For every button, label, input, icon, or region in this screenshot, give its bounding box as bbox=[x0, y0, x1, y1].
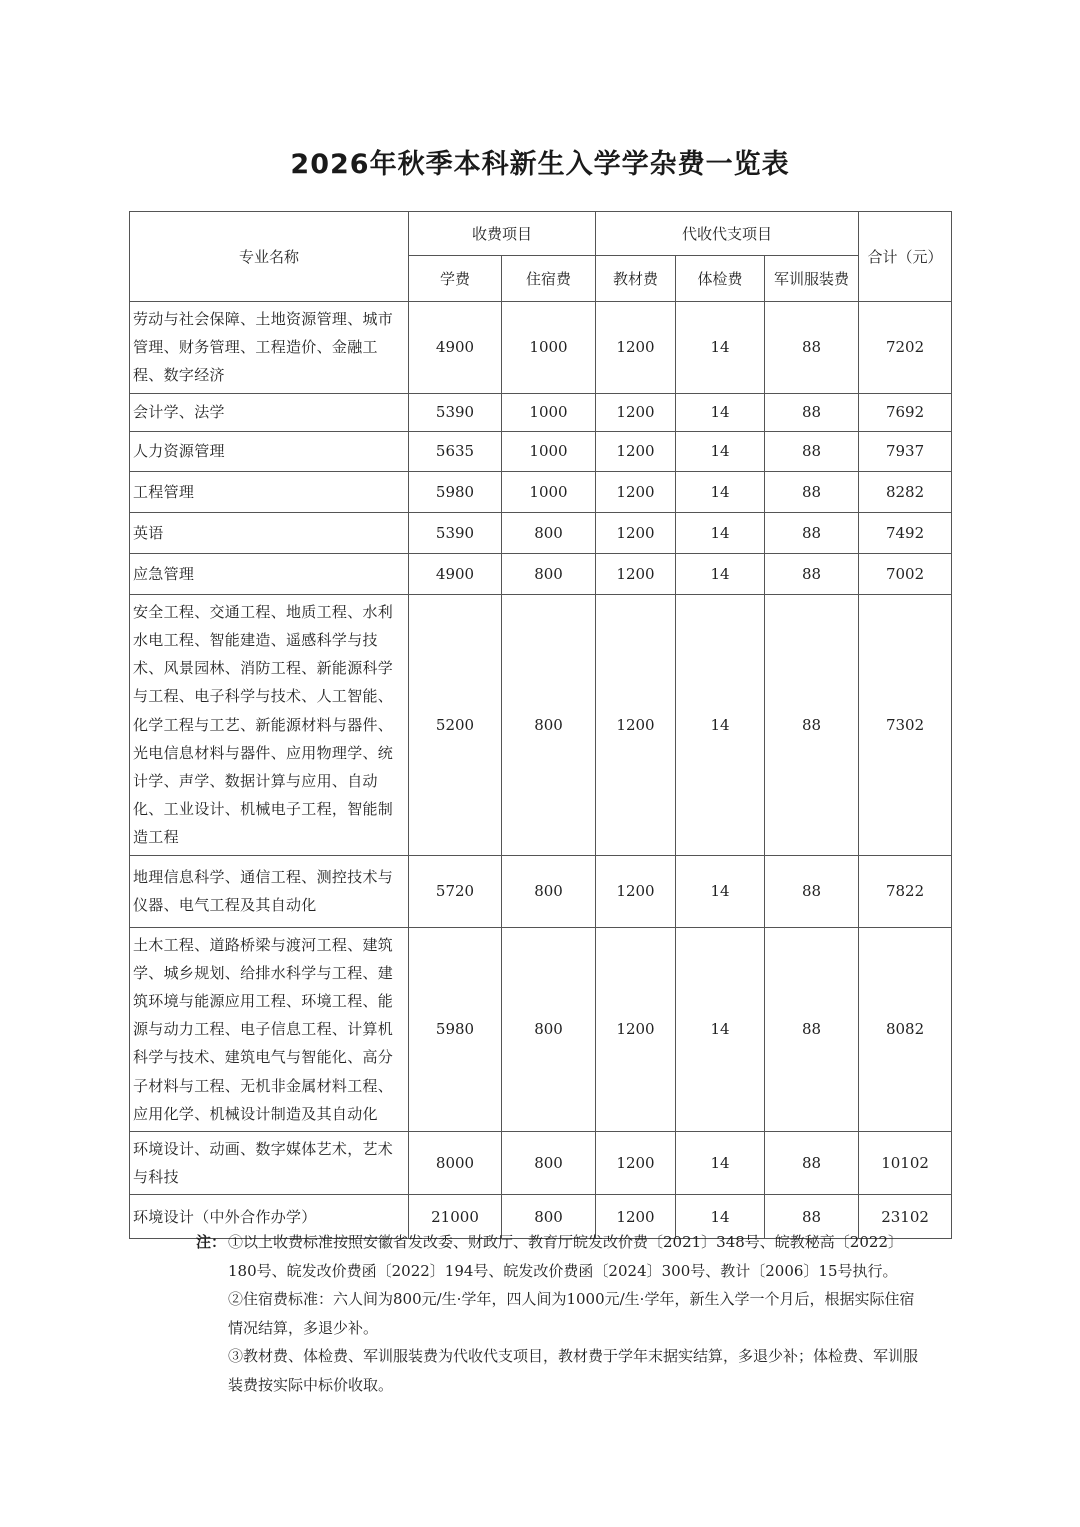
table-row bbox=[130, 393, 952, 431]
total-cell: 10102 bbox=[859, 1132, 952, 1195]
total-cell: 7692 bbox=[859, 393, 952, 431]
major-cell: 环境设计（中外合作办学） bbox=[130, 1195, 409, 1239]
books-cell: 1200 bbox=[596, 393, 676, 431]
dorm-cell: 800 bbox=[502, 855, 596, 927]
dorm-cell: 800 bbox=[502, 1132, 596, 1195]
note-text: ①以上收费标准按照安徽省发改委、财政厅、教育厅皖发改价费〔2021〕348号、皖教秘高〔2022〕180号、皖发改价费函〔2022〕194号、皖发改价费函〔2024〕300号、教计〔2006〕15号执行。 bbox=[228, 1233, 903, 1280]
dorm-cell: 800 bbox=[502, 1195, 596, 1239]
books-cell: 1200 bbox=[596, 471, 676, 512]
total-cell: 7202 bbox=[859, 302, 952, 394]
tuition-cell: 5980 bbox=[409, 927, 502, 1131]
tuition-cell: 5635 bbox=[409, 431, 502, 471]
uniform-cell: 88 bbox=[765, 553, 859, 594]
major-cell: 应急管理 bbox=[130, 553, 409, 594]
books-cell: 1200 bbox=[596, 927, 676, 1131]
header-total: 合计（元） bbox=[859, 212, 952, 302]
total-cell: 7302 bbox=[859, 594, 952, 855]
uniform-cell: 88 bbox=[765, 594, 859, 855]
uniform-cell: 88 bbox=[765, 431, 859, 471]
notes-section bbox=[196, 1228, 926, 1399]
total-cell: 8082 bbox=[859, 927, 952, 1131]
uniform-cell: 88 bbox=[765, 393, 859, 431]
header-major: 专业名称 bbox=[130, 212, 409, 302]
table-row bbox=[130, 594, 952, 855]
header-tuition: 学费 bbox=[409, 256, 502, 302]
medical-cell: 14 bbox=[676, 855, 765, 927]
major-cell: 地理信息科学、通信工程、测控技术与仪器、电气工程及其自动化 bbox=[130, 855, 409, 927]
note-item-3: ③教材费、体检费、军训服装费为代收代支项目，教材费于学年末据实结算，多退少补；体检费、军训服装费按实际中标价收取。 bbox=[228, 1347, 919, 1394]
tuition-cell: 8000 bbox=[409, 1132, 502, 1195]
books-cell: 1200 bbox=[596, 512, 676, 553]
medical-cell: 14 bbox=[676, 1132, 765, 1195]
medical-cell: 14 bbox=[676, 594, 765, 855]
table-row bbox=[130, 855, 952, 927]
fee-table bbox=[129, 211, 952, 1239]
table-row bbox=[130, 471, 952, 512]
total-cell: 7822 bbox=[859, 855, 952, 927]
header-row-groups bbox=[130, 212, 952, 256]
medical-cell: 14 bbox=[676, 512, 765, 553]
tuition-cell: 4900 bbox=[409, 302, 502, 394]
major-cell: 英语 bbox=[130, 512, 409, 553]
uniform-cell: 88 bbox=[765, 512, 859, 553]
table-row bbox=[130, 302, 952, 394]
medical-cell: 14 bbox=[676, 553, 765, 594]
medical-cell: 14 bbox=[676, 302, 765, 394]
books-cell: 1200 bbox=[596, 594, 676, 855]
uniform-cell: 88 bbox=[765, 1195, 859, 1239]
total-cell: 23102 bbox=[859, 1195, 952, 1239]
tuition-cell: 5200 bbox=[409, 594, 502, 855]
header-medical: 体检费 bbox=[676, 256, 765, 302]
total-cell: 7002 bbox=[859, 553, 952, 594]
uniform-cell: 88 bbox=[765, 1132, 859, 1195]
table-row bbox=[130, 927, 952, 1131]
header-books: 教材费 bbox=[596, 256, 676, 302]
table-row bbox=[130, 1132, 952, 1195]
note-item-2: ②住宿费标准：六人间为800元/生·学年，四人间为1000元/生·学年，新生入学一个月后，根据实际住宿情况结算，多退少补。 bbox=[228, 1290, 915, 1337]
books-cell: 1200 bbox=[596, 1195, 676, 1239]
medical-cell: 14 bbox=[676, 1195, 765, 1239]
dorm-cell: 1000 bbox=[502, 431, 596, 471]
tuition-cell: 5390 bbox=[409, 512, 502, 553]
tuition-cell: 5720 bbox=[409, 855, 502, 927]
note-item-1 bbox=[196, 1228, 926, 1285]
total-cell: 8282 bbox=[859, 471, 952, 512]
major-cell: 劳动与社会保障、土地资源管理、城市管理、财务管理、工程造价、金融工程、数字经济 bbox=[130, 302, 409, 394]
major-cell: 会计学、法学 bbox=[130, 393, 409, 431]
medical-cell: 14 bbox=[676, 431, 765, 471]
books-cell: 1200 bbox=[596, 431, 676, 471]
table-row bbox=[130, 512, 952, 553]
uniform-cell: 88 bbox=[765, 471, 859, 512]
notes-label: 注： bbox=[196, 1233, 227, 1251]
tuition-cell: 21000 bbox=[409, 1195, 502, 1239]
tuition-cell: 5980 bbox=[409, 471, 502, 512]
dorm-cell: 1000 bbox=[502, 302, 596, 394]
uniform-cell: 88 bbox=[765, 927, 859, 1131]
medical-cell: 14 bbox=[676, 471, 765, 512]
major-cell: 土木工程、道路桥梁与渡河工程、建筑学、城乡规划、给排水科学与工程、建筑环境与能源应用工程、环境工程、能源与动力工程、电子信息工程、计算机科学与技术、建筑电气与智能化、高分子材料与工程、无机非金属材料工程、应用化学、机械设计制造及其自动化 bbox=[130, 927, 409, 1131]
total-cell: 7492 bbox=[859, 512, 952, 553]
tuition-cell: 4900 bbox=[409, 553, 502, 594]
uniform-cell: 88 bbox=[765, 855, 859, 927]
tuition-cell: 5390 bbox=[409, 393, 502, 431]
major-cell: 人力资源管理 bbox=[130, 431, 409, 471]
header-uniform: 军训服装费 bbox=[765, 256, 859, 302]
medical-cell: 14 bbox=[676, 393, 765, 431]
major-cell: 安全工程、交通工程、地质工程、水利水电工程、智能建造、遥感科学与技术、风景园林、消防工程、新能源科学与工程、电子科学与技术、人工智能、化学工程与工艺、新能源材料与器件、光电信息材料与器件、应用物理学、统计学、声学、数据计算与应用、自动化、工业设计、机械电子工程，智能制造工程 bbox=[130, 594, 409, 855]
table-row bbox=[130, 431, 952, 471]
dorm-cell: 800 bbox=[502, 553, 596, 594]
books-cell: 1200 bbox=[596, 302, 676, 394]
total-cell: 7937 bbox=[859, 431, 952, 471]
dorm-cell: 1000 bbox=[502, 471, 596, 512]
dorm-cell: 800 bbox=[502, 927, 596, 1131]
dorm-cell: 800 bbox=[502, 594, 596, 855]
dorm-cell: 1000 bbox=[502, 393, 596, 431]
uniform-cell: 88 bbox=[765, 302, 859, 394]
header-group-collect: 代收代支项目 bbox=[596, 212, 859, 256]
books-cell: 1200 bbox=[596, 1132, 676, 1195]
major-cell: 环境设计、动画、数字媒体艺术，艺术与科技 bbox=[130, 1132, 409, 1195]
books-cell: 1200 bbox=[596, 553, 676, 594]
dorm-cell: 800 bbox=[502, 512, 596, 553]
books-cell: 1200 bbox=[596, 855, 676, 927]
page-title: 2026年秋季本科新生入学学杂费一览表 bbox=[290, 149, 790, 180]
header-dorm: 住宿费 bbox=[502, 256, 596, 302]
medical-cell: 14 bbox=[676, 927, 765, 1131]
header-group-charge: 收费项目 bbox=[409, 212, 596, 256]
major-cell: 工程管理 bbox=[130, 471, 409, 512]
table-row bbox=[130, 553, 952, 594]
